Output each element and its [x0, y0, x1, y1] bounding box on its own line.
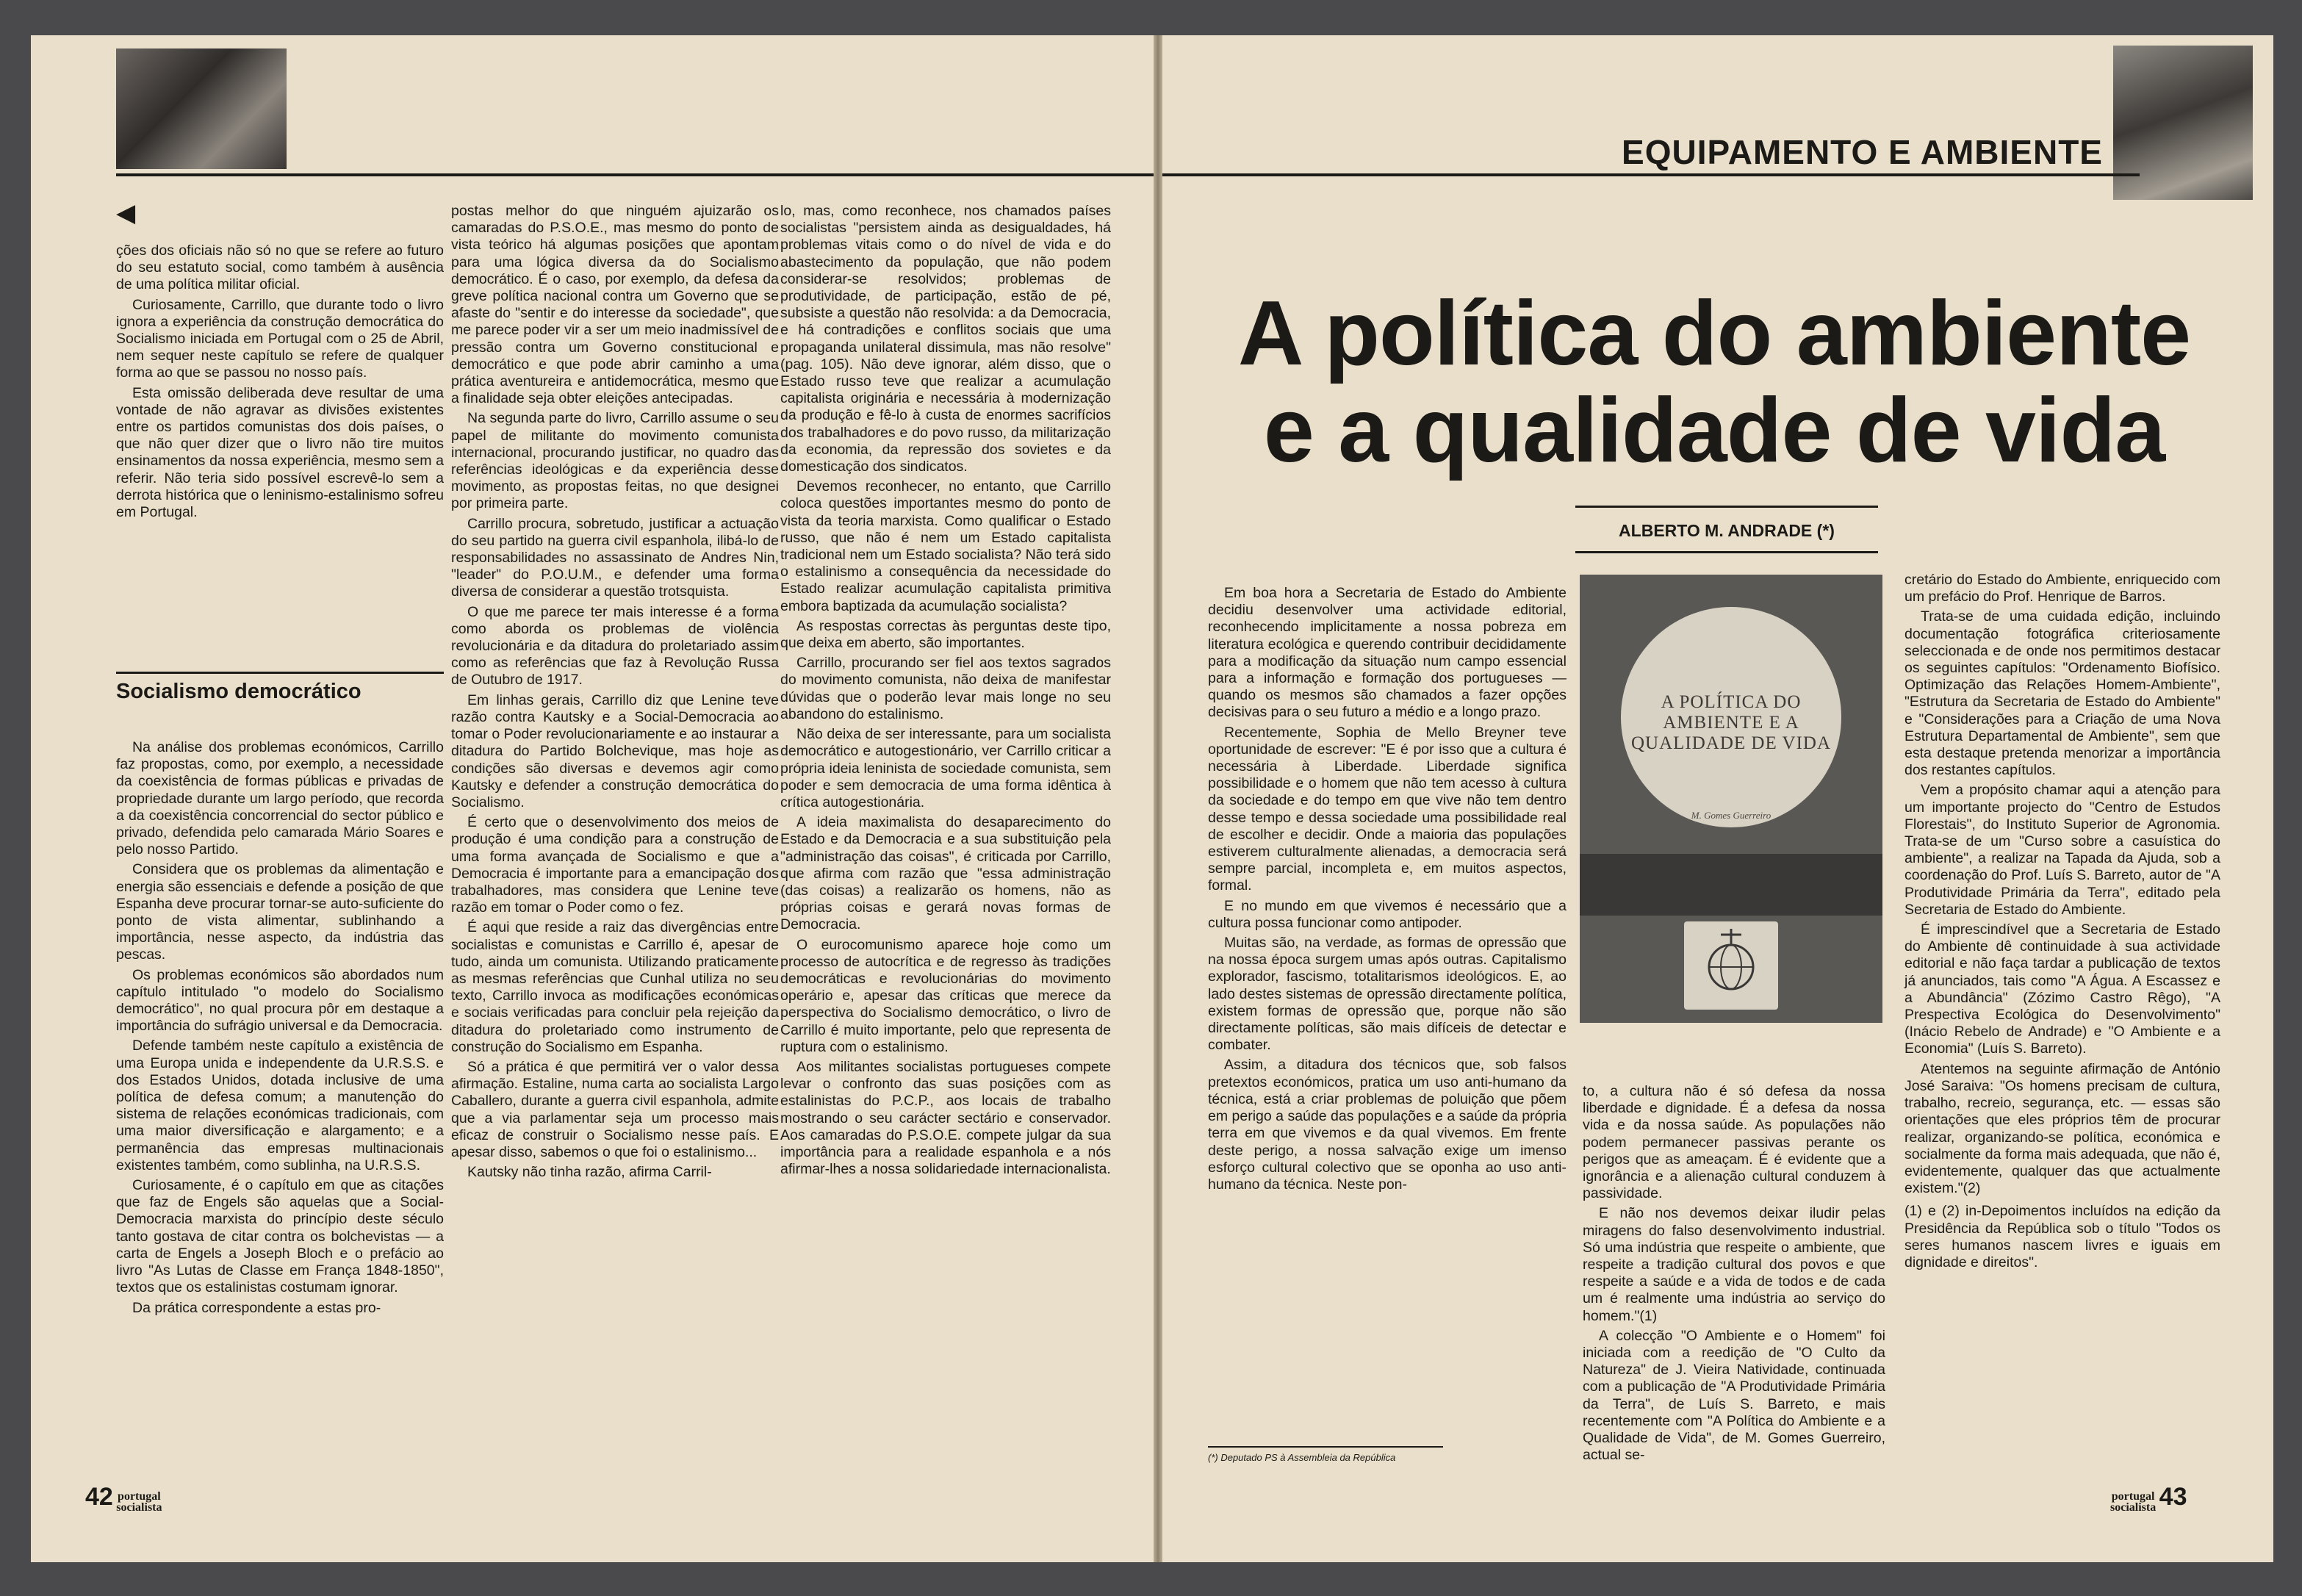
masthead-logo: portugal socialista — [116, 1489, 162, 1514]
paragraph: Não deixa de ser interessante, para um socialista democrático e autogestionário, ver Carrillo criticar a própria ideia leninista de sociedade comunista, sem poder e sem democracia de uma forma idêntica à crítica autogestionária. — [780, 726, 1111, 810]
paragraph: Devemos reconhecer, no entanto, que Carrillo coloca questões importantes mesmo do ponto de vista da teoria marxista. Como qualificar o Estado russo, que não é nem um Estado capitalista tradicional nem um Estado socialista? Não terá sido o estalinismo a consequência da necessidade do Estado realizar acumulação capitalista primitiva embora baptizada da acumulação socialista? — [780, 478, 1111, 614]
book-title: A POLÍTICA DO AMBIENTE E A QUALIDADE DE VIDA — [1630, 692, 1832, 753]
paragraph: É imprescindível que a Secretaria de Estado do Ambiente dê continuidade à sua actividade editorial e não faça tardar a publicação de textos já anunciados, tais como "A Água. A Escassez e a Abundância" (Zózimo Castro Rêgo), "A Prespectiva Ecológica do Desenvolvimento" (Inácio Rebelo de Andrade) e "O Ambiente e a Economia" (Luís S. Barreto). — [1904, 921, 2220, 1057]
paragraph: É certo que o desenvolvimento dos meios de produção é uma condição para a construção de uma forma avançada de Socialismo e que a Democracia é importante para a emancipação dos trabalhadores, mas considera que Lenine teve razão em tomar o Poder como o fez. — [451, 814, 779, 916]
masthead-logo: portugal socialista — [2110, 1489, 2157, 1514]
paragraph: Curiosamente, Carrillo, que durante todo o livro ignora a experiência da construção democrática do Socialismo iniciada em Portugal com o 25 de Abril, nem sequer neste capítulo se refere de qualquer forma ao que se passou no nosso país. — [116, 296, 444, 381]
paragraph: Na análise dos problemas económicos, Carrillo faz propostas, como, por exemplo, a necessidade da coexistência de formas públicas e privadas de propriedade durante um largo período, que recorda a da coexistência concorrencial do sector público e privado, defendida pelo camarada Mário Soares e pelo nosso Partido. — [116, 739, 444, 858]
paragraph: cretário do Estado do Ambiente, enriquecido com um prefácio do Prof. Henrique de Barros. — [1904, 572, 2220, 605]
right-page — [1162, 35, 2273, 1562]
paragraph: to, a cultura não é só defesa da nossa liberdade e dignidade. É a defesa da nossa vida e da nossa saúde. As populações não podem permanecer passivas perante os perigos que as ameaçam. É é evidente que a ignorância e a alienação cultural conduzem à passividade. — [1583, 1083, 1885, 1202]
header-rule — [116, 173, 1154, 176]
header-photo — [116, 48, 287, 169]
paragraph: Na segunda parte do livro, Carrillo assume o seu papel de militante do movimento comunista internacional, procurando justificar, no quadro das referências ideológicas e da experiência desse movimento, as propostas feitas, no que designei por primeira parte. — [451, 410, 779, 512]
paragraph: A ideia maximalista do desaparecimento do Estado e da Democracia e a sua substituição pela "administração das coisas", é criticada por Carrillo, que afirma com razão que "essa administração (das coisas) a realizarão os homens, não as próprias coisas e gerará novas formas de Democracia. — [780, 814, 1111, 933]
paragraph: Em linhas gerais, Carrillo diz que Lenine teve razão contra Kautsky e a Social-Democracia ao tomar o Poder revolucionariamente e ao instaurar a ditadura do Partido Bolchevique, mas hoje as condições são diversas e devemos agir como Kautsky e defender a construção democrática do Socialismo. — [451, 691, 779, 810]
paragraph: Da prática correspondente a estas pro- — [132, 1299, 381, 1316]
paragraph: Carrillo procura, sobretudo, justificar a actuação do seu partido na guerra civil espanhola, ilibá-lo de responsabilidades no assassinato de Andres Nin, "leader" do P.O.U.M., e defender uma forma diversa de considerar a questão trotsquista. — [451, 515, 779, 600]
paragraph: Defende também neste capítulo a existência de uma Europa unida e independente da U.R.S.S. e dos Estados Unidos, dotada inclusive de uma política de defesa comum; a manutenção do sistema de relações económicas tradicionais, com uma maior diversificação e alargamento; e a permanência das empresas multinacionais existentes também, como sublinha, na U.R.S.S. — [116, 1038, 444, 1173]
spine — [1154, 35, 1162, 1562]
page-number: 43 — [2159, 1483, 2187, 1511]
header-rule — [1162, 173, 2140, 176]
left-folio — [85, 1483, 162, 1513]
paragraph: Carrillo, procurando ser fiel aos textos sagrados do movimento comunista, não deixa de manifestar dúvidas que o poderão levar mais longe no seu abandono do estalinismo. — [780, 655, 1111, 722]
paragraph: ções dos oficiais não só no que se refere ao futuro do seu estatuto social, como também à ausência de uma política militar oficial. — [116, 242, 444, 293]
cover-band — [1580, 854, 1882, 916]
paragraph: Vem a propósito chamar aqui a atenção para um importante projecto do "Centro de Estudos Florestais", do Instituto Superior de Agronomia. Trata-se de um "Curso sobre a casuística do ambiente", a realizar na Tapada da Ajuda, sob a coordenação do Prof. Luís S. Barreto, autor de "A Produtividade Primária da Terra", editado pela Secretaria de Estado do Ambiente. — [1904, 782, 2220, 918]
book-cover-image — [1580, 575, 1882, 1023]
right-column-2 — [1583, 1083, 1885, 1467]
paragraph: E não nos devemos deixar iludir pelas miragens do falso desenvolvimento industrial. Só uma indústria que respeite o ambiente, que respeite a tradição cultural dos povos e que respeite a saúde e a vida de todos e de cada um é realmente uma indústria ao serviço do homem."(1) — [1583, 1205, 1885, 1324]
subheading: Socialismo democrático — [116, 672, 444, 704]
footnote-notes: (1) e (2) in-Depoimentos incluídos na edição da Presidência da República sob o título "Todos os seres humanos nascem livres e iguais em dignidade e direitos". — [1904, 1203, 2220, 1270]
left-column-2 — [451, 203, 779, 1184]
left-page — [31, 35, 1154, 1562]
paragraph: Esta omissão deliberada deve resultar de uma vontade de não agravar as divisões existentes entre os partidos comunistas dos dois países, o que não quer dizer que o livro não tire muitos ensinamentos da nossa experiência, mesmo sem a referir. Não teria sido possível escrevê-lo sem a derrota histórica que o leninismo-estalinismo sofreu em Portugal. — [116, 384, 444, 521]
paragraph: O eurocomunismo aparece hoje como um processo de autocrítica e de regresso às tradições democráticas e revolucionárias do movimento operário e, apesar das críticas que merece da perspectiva do Socialismo democrático, o livro de Carrillo é muito importante, pelo que representa de ruptura com o estalinismo. — [780, 936, 1111, 1055]
paragraph: Curiosamente, é o capítulo em que as citações que faz de Engels são aquelas que a Social-Democracia marxista do princípio deste século tanto gostava de citar contra os bolchevistas — a carta de Engels a Joseph Bloch e o prefácio ao livro "As Lutas de Classe em França 1848-1850", textos que os estalinistas costumam ignorar. — [116, 1177, 444, 1296]
right-column-1 — [1208, 585, 1567, 1196]
paragraph: Atentemos na seguinte afirmação de António José Saraiva: "Os homens precisam de cultura, trabalho, recreio, segurança, etc. — essas são orientações que eles próprios têm de procurar realizar, organizando-se política, económica e socialmente da forma mais adequada, que não é, evidentemente, qualquer das que actualmente existem."(2) — [1904, 1060, 2220, 1197]
page-number: 42 — [85, 1483, 113, 1511]
book-author: M. Gomes Guerreiro — [1691, 810, 1772, 821]
paragraph: Assim, a ditadura dos técnicos que, sob falsos pretextos económicos, pratica um uso anti-humano da técnica, está a criar problemas de poluição que põem em perigo a saúde das populações e a saúde da própria terra em que vivemos e da qual vivemos. Em frente deste perigo, a nossa salvação exige um imenso esforço cultural colectivo que se oponha ao uso anti-humano da técnica. Neste pon- — [1208, 1057, 1567, 1193]
right-column-3 — [1904, 572, 2220, 1274]
paragraph: A colecção "O Ambiente e o Homem" foi iniciada com a reedição de "O Culto da Natureza" de J. Vieira Natividade, continuada com a publicação de "A Produtividade Primária da Terra", de Luís S. Barreto, e mais recentemente com "A Política do Ambiente e a Qualidade de Vida", de M. Gomes Guerreiro, actual se- — [1583, 1327, 1885, 1464]
paragraph: lo, mas, como reconhece, nos chamados países socialistas "persistem ainda as desigualdades, há problemas vitais como o do nível de vida e do abastecimento da população, que não podem considerar-se resolvidos; problemas de produtividade, de participação, estão de pé, subsiste a questão não resolvida: a da Democracia, e há contradições e conflitos sociais que uma propaganda unilateral dissimula, mas não resolve" (pag. 105). Não deve ignorar, além disso, que o Estado russo teve que realizar a acumulação capitalista originária e necessária à modernização da produção e fê-lo à custa de enormes sacrifícios dos trabalhadores e do povo russo, da militarização da economia, da repressão dos sovietes e da domesticação dos sindicatos. — [780, 203, 1111, 475]
paragraph: Em boa hora a Secretaria de Estado do Ambiente decidiu desenvolver uma actividade editorial, reconhecendo implicitamente a nossa pobreza em literatura ecológica e querendo contribuir decididamente para a modificação da situação num campo essencial para a informação e formação dos portugueses — quando os mesmos são chamados a fazer opções decisivas para o seu futuro a médio e a longo prazo. — [1208, 585, 1567, 721]
paragraph: É aqui que reside a raiz das divergências entre socialistas e comunistas e Carrillo é, apesar de tudo, ainda um comunista. Utilizando praticamente as mesmas referências que Cunhal utiliza no seu texto, Carrillo invoca as modificações económicas e sociais verificadas para concluir pela rejeição da ditadura do proletariado como instrumento de construção do Socialismo em Espanha. — [451, 919, 779, 1055]
paragraph: As respostas correctas às perguntas deste tipo, que deixa em aberto, são importantes. — [780, 617, 1111, 652]
globe-emblem-icon — [1684, 921, 1778, 1010]
paragraph: Só a prática é que permitirá ver o valor dessa afirmação. Estaline, numa carta ao socialista Largo Caballero, durante a guerra civil espanhola, admite que a via parlamentar seja um processo mais eficaz de construir o Socialismo nesse país. E apesar disso, sabemos o que foi o estalinismo... — [451, 1058, 779, 1160]
left-column-1-top — [116, 242, 444, 524]
paragraph: O que me parece ter mais interesse é a forma como aborda os problemas de violência revolucionária e da ditadura do proletariado assim como as referências que faz à Revolução Russa de Outubro de 1917. — [451, 603, 779, 689]
paragraph: postas melhor do que ninguém ajuizarão os camaradas do P.S.O.E., mas mesmo do ponto de vista teórico há algumas posições que apontam para uma lógica diversa da do Socialismo democrático. É o caso, por exemplo, da defesa da greve política nacional contra um Governo que se afaste do "sentir e do interesse da sociedade", que me parece poder vir a ser um meio inadmissível de pressão contra um Governo constitucional e democrático e que pode abrir caminho a uma prática aventureira e antidemocrática, mesmo que a finalidade seja obter eleições antecipadas. — [451, 203, 779, 407]
paragraph: Muitas são, na verdade, as formas de opressão que na nossa época surgem umas após outras. Capitalismo explorador, fascismo, totalitarismos ideológicos. E, ao lado destes sistemas de opressão directamente política, existem formas de opressão que, porque não são directamente políticas, são mais difíceis de detectar e combater. — [1208, 935, 1567, 1054]
paragraph: Trata-se de uma cuidada edição, incluindo documentação fotográfica criteriosamente seleccionada e de onde nos permitimos destacar os seguintes capítulos: "Ordenamento Biofísico. Optimização das Relações Homem-Ambiente", "Estrutura da Secretaria de Estado do Ambiente" e "Considerações para a Criação de uma Nova Estrutura Departamental de Ambiente", sem que esta destaque pretenda menorizar a importância dos restantes capítulos. — [1904, 608, 2220, 779]
paragraph: Recentemente, Sophia de Mello Breyner teve oportunidade de escrever: "E é por isso que a cultura é necessária à Liberdade. Liberdade significa possibilidade e o homem que não tem acesso à cultura da sociedade e do tempo em que vive não tem dentro desse tempo e dessa sociedade uma possibilidade real de escolher e decidir. Onde a maioria das populações estiverem culturalmente alienadas, a democracia será sempre parcial, incompleta e, em muitos aspectos, formal. — [1208, 724, 1567, 894]
left-column-3 — [780, 203, 1111, 1181]
byline: ALBERTO M. ANDRADE (*) — [1575, 506, 1878, 553]
magazine-spread — [31, 35, 2273, 1562]
paragraph: Aos militantes socialistas portugueses compete levar o confronto das suas posições com as estalinistas do P.C.P., aos locais de trabalho mostrando o seu carácter sectário e conservador. Aos camaradas do P.S.O.E. compete julgar da sua importância para a realidade espanhola e a nós afirmar-lhes a nossa solidariedade internacionalista. — [780, 1058, 1111, 1178]
right-folio — [2110, 1483, 2187, 1513]
section-title: EQUIPAMENTO E AMBIENTE — [1622, 133, 2103, 171]
author-footnote: (*) Deputado PS à Assembleia da República — [1208, 1446, 1443, 1463]
headline: A política do ambiente e a qualidade de vida — [1237, 283, 2191, 481]
paragraph: Considera que os problemas da alimentação e energia são essenciais e defende a posição de que Espanha deve procurar tornar-se auto-suficiente do ponto de vista alimentar, sublinhando a importância, nesse aspecto, da indústria das pescas. — [116, 861, 444, 963]
paragraph: E no mundo em que vivemos é necessário que a cultura possa funcionar como antipoder. — [1208, 897, 1567, 931]
header-photo — [2113, 46, 2253, 200]
left-column-1-bottom — [116, 739, 444, 1320]
paragraph: Kautsky não tinha razão, afirma Carril- — [467, 1164, 712, 1181]
paragraph: Os problemas económicos são abordados num capítulo intitulado "o modelo do Socialismo democrático", no qual procura pôr em destaque a importância do sufrágio universal e da Democracia. — [116, 966, 444, 1035]
continuation-arrow-icon: ◀ — [116, 199, 136, 227]
